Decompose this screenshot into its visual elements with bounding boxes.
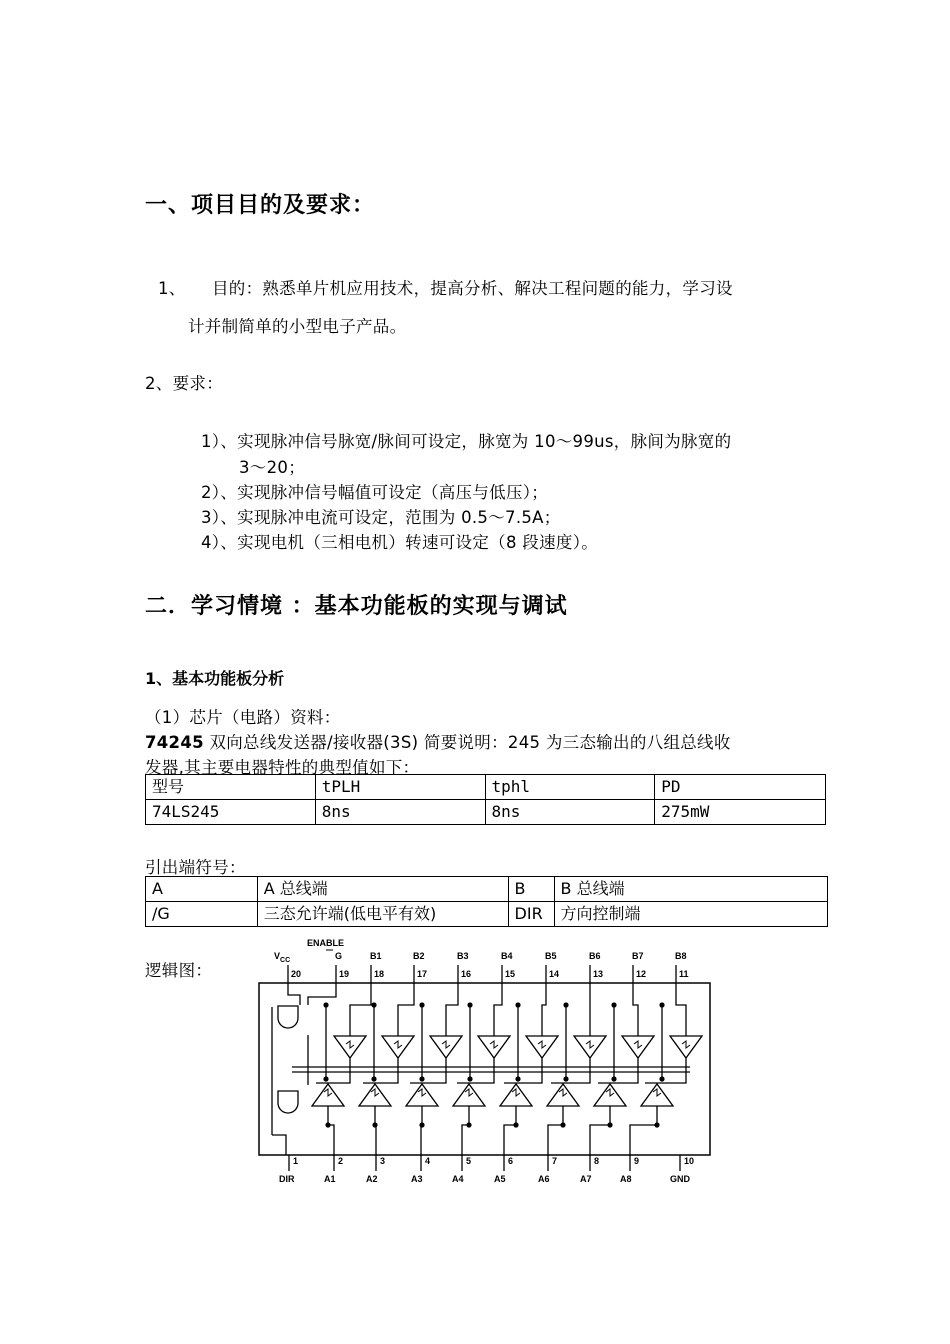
pin-cell: 三态允许端(低电平有效) [257,902,508,927]
top-pin-number: 16 [461,969,472,979]
junction-dot [659,1076,664,1081]
buffer-wire [457,1058,494,1083]
chip-description-line2: 发器,其主要电器特性的典型值如下： [145,758,420,777]
bottom-pin-name: A4 [452,1174,464,1184]
pin-cell: B 总线端 [554,877,827,902]
junction-dot [654,1122,659,1127]
bottom-pin-number: 1 [293,1156,299,1166]
a-bus-wire [590,1106,610,1155]
bottom-pin-name: A8 [620,1174,632,1184]
buffer-wire [316,1058,350,1083]
bottom-pin-number: 9 [634,1156,640,1166]
a-bus-wire [504,1106,516,1155]
junction-dot [419,1076,424,1081]
pin-cell: A [146,877,258,902]
bottom-pin-number: 4 [425,1156,431,1166]
pin-cell: DIR [508,902,554,927]
top-pin-number: 14 [549,969,560,979]
bottom-pin-number: 8 [594,1156,600,1166]
pin-cell: A 总线端 [257,877,508,902]
buffer-wire [410,1058,446,1083]
requirement-2: 2）、实现脉冲信号幅值可设定（高压与低压）； [201,483,549,502]
spec-cell-tphl: 8ns [485,800,655,825]
requirement-3: 3）、实现脉冲电流可设定，范围为 0.5～7.5A； [201,508,561,527]
requirement-1-line2: 3～20； [239,458,305,477]
junction-dot [607,1122,612,1127]
bottom-pin-number: 7 [552,1156,558,1166]
junction-dot [466,1122,471,1127]
top-pin-number: 13 [593,969,604,979]
b-bus-wire [494,983,502,1036]
bottom-pin-name: A7 [580,1174,592,1184]
top-pin-name: B1 [370,951,382,961]
top-pin-number: 18 [374,969,385,979]
junction-dot [419,1122,424,1127]
buffer-wire [645,1058,686,1083]
table-row [146,877,828,902]
bottom-pin-name: A2 [366,1174,378,1184]
b-bus-wire [676,983,686,1036]
buffer-wire [504,1058,542,1083]
top-pin-number: 12 [636,969,647,979]
bottom-pin-number: 3 [380,1156,386,1166]
gate-wire [272,1135,286,1155]
spec-cell-model: 74LS245 [146,800,316,825]
top-pin-name: B8 [675,951,687,961]
chip-description-line1 [145,729,731,753]
top-pin-name: B3 [457,951,469,961]
spec-header-tplh: tPLH [315,775,485,800]
enable-label: ENABLE [307,938,345,948]
pin-section-label: 引出端符号： [145,858,246,877]
junction-dot [513,1122,518,1127]
top-pin-number: 19 [339,969,350,979]
pin-cell: 方向控制端 [554,902,827,927]
top-pin-number: 17 [417,969,428,979]
a-bus-wire [630,1106,657,1155]
chip-part-number: 74245 [145,733,204,752]
pin-cell: B [508,877,554,902]
junction-dot [371,1076,376,1081]
chip-info-label: （1）芯片（电路）资料： [145,708,341,727]
requirement-1-line1: 1）、实现脉冲信号脉宽/脉间可设定，脉宽为 10～99us，脉间为脉宽的 [201,432,732,451]
bottom-pin-name: A6 [538,1174,550,1184]
junction-dot [611,1076,616,1081]
spec-cell-pd: 275mW [655,800,826,825]
a-bus-wire [462,1106,469,1155]
top-pin-name: B6 [589,951,601,961]
buffer-wire [363,1058,398,1083]
gate-input-wire [288,983,300,1005]
b-bus-wire [398,983,414,1036]
buffer-wire [551,1058,590,1083]
top-pin-number: 11 [679,969,689,979]
junction-dot [325,1122,330,1127]
bottom-pin-number: 5 [466,1156,472,1166]
top-pin-name: B7 [632,951,644,961]
top-pin-name: B5 [545,951,557,961]
bottom-pin-name: GND [670,1174,690,1184]
pin-cell: /G [146,902,258,927]
b-bus-wire [542,983,546,1036]
item1-line1: 目的：熟悉单片机应用技术，提高分析、解决工程问题的能力，学习设 [212,279,733,298]
logic-diagram-label: 逻辑图： [145,961,213,980]
section2-title: 二．学习情境 ：基本功能板的实现与调试 [145,594,568,619]
b-bus-wire [446,983,458,1036]
item1-number: 1、 [158,279,186,298]
a-bus-wire [375,1106,376,1155]
top-pin-name: B2 [413,951,425,961]
direction-gate [278,1091,298,1113]
junction-dot [515,1076,520,1081]
bottom-pin-number: 2 [338,1156,344,1166]
section1-title: 一、项目目的及要求： [145,193,376,218]
item2-heading: 2、要求： [145,374,223,393]
top-pin-number: 20 [291,969,302,979]
bottom-pin-number: 6 [508,1156,514,1166]
spec-header-pd: PD [655,775,826,800]
top-pin-name: B4 [501,951,513,961]
a-bus-wire [421,1106,422,1155]
b-bus-wire [350,983,371,1036]
table-row [146,902,828,927]
bottom-pin-number: 10 [684,1156,695,1166]
top-pin-number: 15 [505,969,516,979]
diagram-body [259,965,710,1171]
bottom-pin-name: DIR [279,1174,295,1184]
a-bus-wire [548,1106,563,1155]
table-row [146,775,826,800]
pin-table [145,876,828,927]
bottom-pin-name: A3 [411,1174,423,1184]
vcc-label: $V_{CC}$ [274,951,291,964]
gate-input-wire [308,983,336,1005]
bottom-pin-name: A1 [324,1174,336,1184]
enable-gate [278,1006,298,1028]
table-row [146,800,826,825]
spec-cell-tplh: 8ns [315,800,485,825]
buffer-wire [598,1058,638,1083]
subsection-1-title: 1、基本功能板分析 [145,669,285,688]
junction-dot [372,1122,377,1127]
top-pin-name: G [335,951,343,961]
bottom-pin-name: A5 [494,1174,506,1184]
b-bus-wire [633,983,638,1036]
spec-header-tphl: tphl [485,775,655,800]
item1-line2: 计并制简单的小型电子产品。 [188,317,407,336]
a-bus-wire [328,1106,334,1155]
junction-dot [323,1076,328,1081]
spec-header-model: 型号 [146,775,316,800]
junction-dot [560,1122,565,1127]
spec-table [145,774,826,825]
junction-dot [467,1076,472,1081]
requirement-4: 4）、实现电机（三相电机）转速可设定（8 段速度）。 [201,533,599,552]
chip-description-text: 双向总线发送器/接收器(3S) 简要说明：245 为三态输出的八组总线收 [203,733,731,752]
logic-diagram [250,935,720,1190]
junction-dot [563,1076,568,1081]
